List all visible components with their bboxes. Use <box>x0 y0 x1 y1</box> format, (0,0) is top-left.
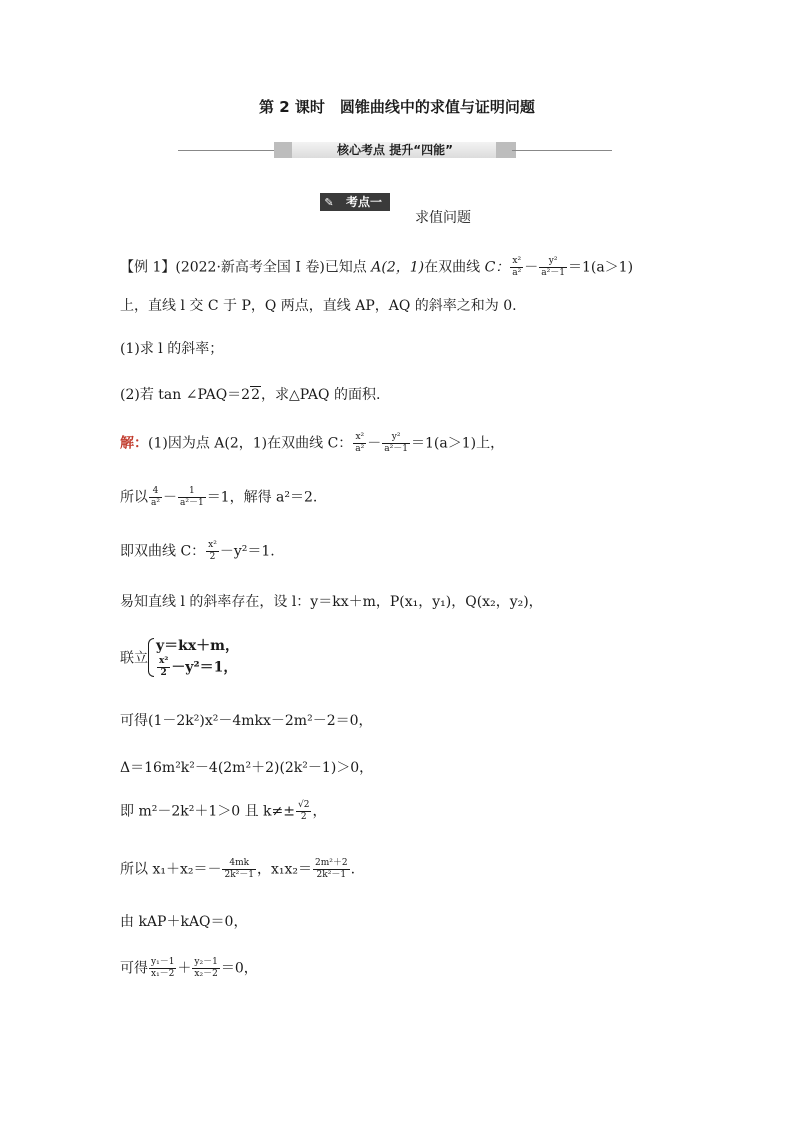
text: ，x₁x₂＝ <box>256 861 312 878</box>
denominator: a²－1 <box>384 444 408 454</box>
solution-line-2 <box>120 486 317 509</box>
text: －y²＝1. <box>219 543 275 560</box>
section-banner <box>178 142 612 158</box>
banner-text: 核心考点 提升“四能” <box>292 142 498 158</box>
pencil-icon: ✎ <box>320 193 338 211</box>
fraction <box>178 486 206 509</box>
kaodian-name: 求值问题 <box>415 210 471 226</box>
text: ＝1，解得 a²＝2. <box>206 489 318 506</box>
denominator: a² <box>355 444 365 454</box>
example-source: (2022·新高考全国 I 卷) <box>175 259 325 276</box>
numerator: y₂－1 <box>194 957 218 967</box>
solution-line-7: Δ＝16m²k²－4(2m²＋2)(2k²－1)＞0， <box>120 760 374 776</box>
text: ＝1(a＞1) <box>567 259 634 276</box>
fraction <box>157 656 170 679</box>
numerator: x² <box>512 256 522 266</box>
text: 联立 <box>120 650 148 667</box>
text: . <box>350 861 356 878</box>
curve-c: C： <box>484 259 510 276</box>
banner-left-block <box>274 142 294 158</box>
equation-system <box>148 636 239 679</box>
banner-left-line <box>178 150 278 151</box>
example-tag: 【例 1】 <box>120 259 176 276</box>
example-line-1 <box>120 256 633 279</box>
denominator: 2k²－1 <box>313 869 350 881</box>
text: ，求△PAQ 的面积. <box>261 387 381 403</box>
numerator: y² <box>548 256 558 266</box>
numerator: x² <box>208 540 217 550</box>
denominator: x₂－2 <box>194 969 218 979</box>
solution-label: 解： <box>120 435 148 452</box>
denominator: 2 <box>296 811 311 823</box>
solution-line-8 <box>120 800 326 823</box>
example-line-2: 上，直线 l 交 C 于 P，Q 两点，直线 AP，AQ 的斜率之和为 0. <box>120 298 517 314</box>
fraction <box>206 540 219 563</box>
numerator: 4mk <box>229 858 250 868</box>
banner-right-line <box>512 150 612 151</box>
text: ＝0， <box>220 960 258 977</box>
numerator: y₁－1 <box>151 957 175 967</box>
numerator: x² <box>355 432 365 442</box>
minus: － <box>367 435 382 452</box>
denominator: a²－1 <box>179 498 204 508</box>
solution-line-4: 易知直线 l 的斜率存在，设 l：y＝kx＋m，P(x₁，y₁)，Q(x₂，y₂)， <box>120 594 543 610</box>
denominator: 2 <box>206 551 219 563</box>
text: (1)因为点 A(2，1)在双曲线 C： <box>148 435 353 452</box>
text: 即 m²－2k²＋1＞0 且 k≠± <box>120 803 295 820</box>
text: 即双曲线 C： <box>120 543 206 560</box>
denominator: a² <box>151 498 160 508</box>
question-1: (1)求 l 的斜率； <box>120 341 224 357</box>
text: 在双曲线 <box>424 259 485 276</box>
fraction <box>539 256 567 279</box>
solution-line-5 <box>120 636 239 679</box>
text: －y²＝1， <box>171 659 238 676</box>
solution-line-1 <box>120 432 504 455</box>
text: ＋ <box>177 960 192 977</box>
solution-line-6: 可得(1－2k²)x²－4mkx－2m²－2＝0， <box>120 713 373 729</box>
lesson-title: 第 2 课时 圆锥曲线中的求值与证明问题 <box>259 98 535 116</box>
numerator: 4 <box>152 486 159 496</box>
numerator: y² <box>391 432 401 442</box>
solution-line-9 <box>120 858 355 881</box>
fraction <box>149 957 176 980</box>
denominator: a² <box>512 268 522 278</box>
text: ， <box>312 803 327 820</box>
numerator: x² <box>159 656 169 666</box>
minus: － <box>162 489 177 506</box>
numerator: 1 <box>188 486 195 496</box>
point-a: A(2，1) <box>371 259 425 276</box>
text: 可得 <box>120 960 148 977</box>
text: ＝1(a＞1)上， <box>410 435 505 452</box>
fraction <box>192 957 219 980</box>
equation-row: y＝kx＋m， <box>156 638 239 654</box>
fraction <box>353 432 366 455</box>
fraction <box>149 486 162 509</box>
text: 所以 <box>120 489 148 506</box>
numerator: √2 <box>298 800 310 810</box>
fraction <box>510 256 523 279</box>
equation-row <box>156 656 239 679</box>
solution-line-11 <box>120 957 258 980</box>
kaodian-label: 考点一 <box>338 193 390 211</box>
numerator: 2m²＋2 <box>315 858 348 868</box>
text: 所以 x₁＋x₂＝－ <box>120 861 222 878</box>
sqrt: 2 <box>251 387 261 403</box>
fraction <box>313 858 350 881</box>
text: 已知点 <box>324 259 372 276</box>
text: (2)若 tan ∠PAQ＝2 <box>120 387 251 403</box>
minus: － <box>524 259 539 276</box>
denominator: x₁－2 <box>151 969 175 979</box>
denominator: a²－1 <box>541 268 565 278</box>
fraction <box>382 432 410 455</box>
denominator: 2 <box>157 667 170 679</box>
kaodian-badge <box>320 193 390 211</box>
fraction <box>222 858 256 881</box>
question-2 <box>120 384 380 404</box>
denominator: 2k²－1 <box>224 870 254 880</box>
solution-line-3 <box>120 540 275 563</box>
solution-line-10: 由 kAP＋kAQ＝0， <box>120 914 248 930</box>
fraction <box>296 800 311 823</box>
